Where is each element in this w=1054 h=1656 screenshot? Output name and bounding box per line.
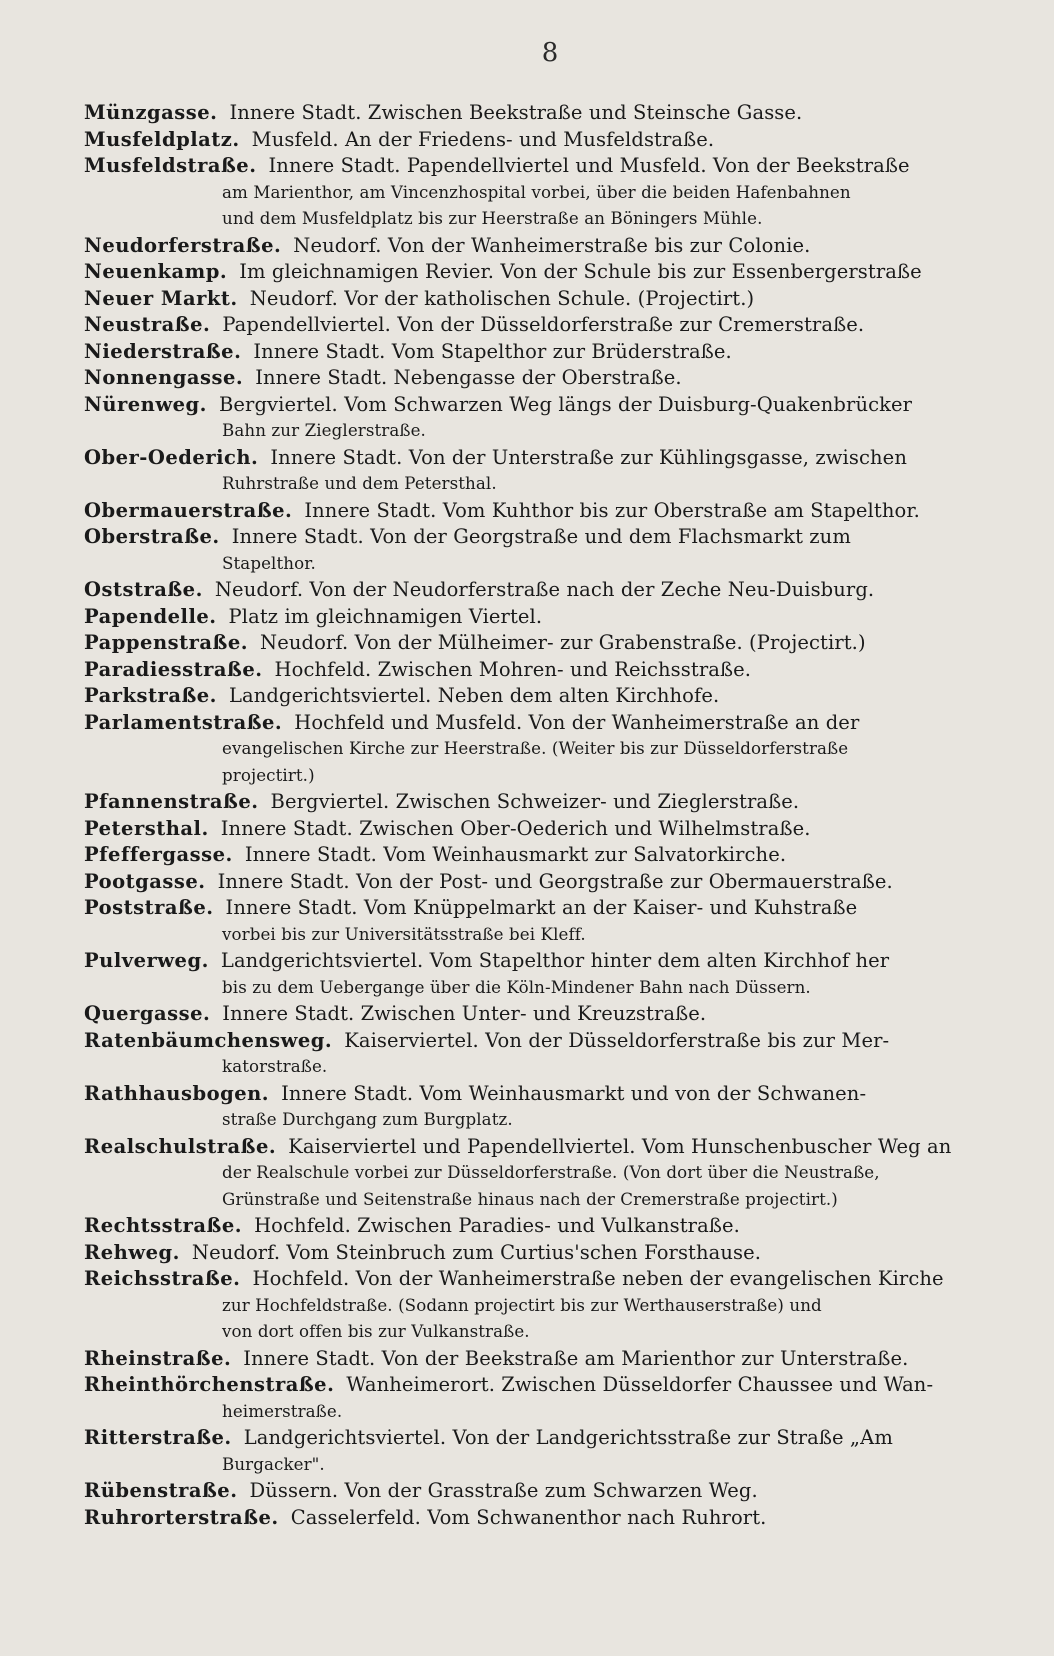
entry-description: Hochfeld. Von der Wanheimerstraße neben der evangelischen Kirche	[252, 1267, 944, 1290]
entry-description: Neudorf. Von der Neudorferstraße nach der Zeche Neu-Duisburg.	[214, 578, 875, 601]
street-name: Nürenweg.	[84, 392, 207, 416]
entry-description: Landgerichtsviertel. Neben dem alten Kirchhofe.	[228, 684, 720, 707]
directory-entry	[84, 339, 1034, 366]
entry-first-line	[84, 577, 1034, 604]
directory-entry	[84, 869, 1034, 896]
entry-description: Papendellviertel. Von der Düsseldorferstraße zur Cremerstraße.	[222, 313, 865, 336]
street-name: Pulverweg.	[84, 949, 209, 972]
entry-continuation-line	[84, 1160, 1034, 1187]
entry-first-line	[84, 842, 1034, 869]
entry-continuation-line	[84, 975, 1034, 1002]
entry-description: Bergviertel. Zwischen Schweizer- und Zieglerstraße.	[270, 790, 800, 813]
entry-continuation-line	[84, 1054, 1034, 1081]
street-name: Musfeldplatz.	[84, 127, 240, 151]
directory-entry	[84, 524, 1034, 577]
entry-description: Grünstraße und Seitenstraße hinaus nach der Cremerstraße projectirt.)	[222, 1189, 838, 1209]
street-name: Oberstraße.	[84, 525, 220, 548]
entry-first-line	[84, 1372, 1034, 1399]
entry-first-line	[84, 1028, 1034, 1055]
entry-continuation-line	[84, 1452, 1034, 1479]
entry-description: Hochfeld und Musfeld. Von der Wanheimerstraße an der	[294, 710, 860, 734]
entry-description: Neudorf. Vor der katholischen Schule. (Projectirt.)	[249, 286, 755, 310]
page-number: 8	[541, 38, 559, 68]
street-name: Poststraße.	[84, 896, 214, 919]
entry-first-line	[84, 445, 1034, 472]
entry-description: Casselerfeld. Vom Schwanenthor nach Ruhrort.	[290, 1505, 767, 1529]
street-name: Neuer Markt.	[84, 286, 238, 310]
street-name: Musfeldstraße.	[84, 154, 257, 177]
entry-description: Ruhrstraße und dem Petersthal.	[222, 474, 497, 493]
entry-description: Bahn zur Zieglerstraße.	[222, 421, 426, 440]
entry-first-line	[84, 524, 1034, 551]
directory-entry	[84, 1213, 1034, 1240]
street-name: Paradiesstraße.	[84, 657, 263, 681]
entry-first-line	[84, 1134, 1034, 1161]
street-name: Rheinthörchenstraße.	[84, 1373, 335, 1396]
directory-entry	[84, 630, 1034, 657]
entry-description: Neudorf. Vom Steinbruch zum Curtius'schen Forsthause.	[191, 1240, 762, 1264]
entry-first-line	[84, 1505, 1034, 1532]
entry-description: Innere Stadt. Zwischen Beekstraße und Steinsche Gasse.	[229, 101, 803, 124]
directory-entry	[84, 948, 1034, 1001]
entry-first-line	[84, 365, 1034, 392]
street-name: Rehweg.	[84, 1240, 180, 1264]
entry-first-line	[84, 1478, 1034, 1505]
entry-description: Bergviertel. Vom Schwarzen Weg längs der Duisburg-Quakenbrücker	[218, 392, 913, 416]
entry-first-line	[84, 127, 1034, 154]
entry-description: heimerstraße.	[222, 1401, 343, 1421]
entry-description: Musfeld. An der Friedens- und Musfeldstraße.	[251, 127, 715, 151]
entry-first-line	[84, 1425, 1034, 1452]
street-name: Pfeffergasse.	[84, 843, 233, 866]
entry-first-line	[84, 153, 1034, 180]
entry-first-line	[84, 948, 1034, 975]
entry-continuation-line	[84, 1293, 1034, 1320]
directory-entry	[84, 1478, 1034, 1505]
entry-first-line	[84, 1346, 1034, 1373]
street-name: Pappenstraße.	[84, 631, 249, 654]
street-directory-list	[84, 100, 1034, 1531]
entry-continuation-line	[84, 1319, 1034, 1346]
entry-first-line	[84, 869, 1034, 896]
directory-entry	[84, 392, 1034, 445]
directory-entry	[84, 710, 1034, 790]
entry-continuation-line	[84, 1399, 1034, 1426]
entry-description: der Realschule vorbei zur Düsseldorferstraße. (Von dort über die Neustraße,	[222, 1163, 880, 1182]
entry-first-line	[84, 630, 1034, 657]
entry-first-line	[84, 498, 1034, 525]
directory-entry	[84, 842, 1034, 869]
entry-first-line	[84, 1266, 1034, 1293]
entry-description: projectirt.)	[222, 765, 315, 785]
street-name: Ober-Oederich.	[84, 445, 259, 469]
entry-first-line	[84, 1240, 1034, 1267]
entry-description: Hochfeld. Zwischen Paradies- und Vulkanstraße.	[254, 1214, 740, 1237]
entry-description: Neudorf. Von der Wanheimerstraße bis zur Colonie.	[293, 233, 811, 257]
entry-description: Düssern. Von der Grasstraße zum Schwarzen Weg.	[249, 1479, 758, 1502]
directory-entry	[84, 1134, 1034, 1214]
directory-entry	[84, 1028, 1034, 1081]
entry-first-line	[84, 339, 1034, 366]
street-name: Quergasse.	[84, 1002, 211, 1025]
entry-continuation-line	[84, 1107, 1034, 1134]
entry-first-line	[84, 789, 1034, 816]
street-name: Papendelle.	[84, 604, 217, 628]
directory-entry	[84, 1346, 1034, 1373]
street-name: Nonnengasse.	[84, 366, 244, 389]
directory-entry	[84, 127, 1034, 154]
entry-description: Kaiserviertel. Von der Düsseldorferstraße bis zur Mer-	[344, 1028, 890, 1052]
street-name: Oststraße.	[84, 578, 203, 601]
entry-continuation-line	[84, 922, 1034, 949]
directory-entry	[84, 1505, 1034, 1532]
entry-description: Innere Stadt. Zwischen Ober-Oederich und Wilhelmstraße.	[220, 816, 811, 840]
entry-first-line	[84, 1001, 1034, 1028]
directory-entry	[84, 1001, 1034, 1028]
entry-first-line	[84, 1213, 1034, 1240]
entry-first-line	[84, 312, 1034, 339]
directory-entry	[84, 789, 1034, 816]
entry-description: Innere Stadt. Papendellviertel und Musfeld. Von der Beekstraße	[268, 154, 910, 177]
directory-entry	[84, 604, 1034, 631]
street-name: Rechtsstraße.	[84, 1214, 243, 1237]
entry-description: Burgacker".	[222, 1454, 325, 1474]
entry-first-line	[84, 392, 1034, 419]
street-name: Münzgasse.	[84, 101, 218, 124]
entry-description: Neudorf. Von der Mülheimer- zur Grabenstraße. (Projectirt.)	[260, 631, 866, 654]
directory-entry	[84, 577, 1034, 604]
entry-description: Innere Stadt. Vom Weinhausmarkt und von der Schwanen-	[281, 1081, 867, 1105]
entry-description: Innere Stadt. Vom Weinhausmarkt zur Salvatorkirche.	[244, 843, 787, 866]
directory-entry	[84, 1266, 1034, 1346]
entry-continuation-line	[84, 471, 1034, 498]
directory-entry	[84, 153, 1034, 233]
entry-description: am Marienthor, am Vincenzhospital vorbei, über die beiden Hafenbahnen	[222, 182, 851, 202]
street-name: Pootgasse.	[84, 869, 206, 893]
street-name: Neuenkamp.	[84, 260, 228, 283]
entry-first-line	[84, 683, 1034, 710]
directory-entry	[84, 657, 1034, 684]
entry-continuation-line	[84, 551, 1034, 578]
entry-first-line	[84, 816, 1034, 843]
directory-entry	[84, 259, 1034, 286]
street-name: Ratenbäumchensweg.	[84, 1028, 333, 1052]
entry-first-line	[84, 710, 1034, 737]
entry-description: Innere Stadt. Von der Beekstraße am Marienthor zur Unterstraße.	[243, 1346, 909, 1370]
directory-entry	[84, 1425, 1034, 1478]
entry-description: Platz im gleichnamigen Viertel.	[228, 604, 543, 628]
entry-description: bis zu dem Uebergange über die Köln-Mindener Bahn nach Düssern.	[222, 977, 811, 997]
street-name: Petersthal.	[84, 816, 209, 840]
entry-description: Innere Stadt. Vom Kuhthor bis zur Oberstraße am Stapelthor.	[304, 498, 920, 522]
entry-description: vorbei bis zur Universitätsstraße bei Kleff.	[222, 924, 586, 944]
entry-continuation-line	[84, 736, 1034, 763]
entry-continuation-line	[84, 1187, 1034, 1214]
entry-description: Im gleichnamigen Revier. Von der Schule bis zur Essenbergerstraße	[239, 260, 922, 283]
street-name: Ruhrorterstraße.	[84, 1505, 279, 1529]
entry-first-line	[84, 1081, 1034, 1108]
street-name: Parlamentstraße.	[84, 710, 283, 734]
directory-entry	[84, 312, 1034, 339]
entry-description: Landgerichtsviertel. Vom Stapelthor hinter dem alten Kirchhof her	[220, 949, 890, 972]
street-name: Ritterstraße.	[84, 1426, 232, 1449]
entry-description: Innere Stadt. Von der Unterstraße zur Kühlingsgasse, zwischen	[270, 445, 907, 469]
entry-first-line	[84, 657, 1034, 684]
entry-description: Innere Stadt. Vom Stapelthor zur Brüderstraße.	[253, 339, 732, 363]
entry-first-line	[84, 604, 1034, 631]
entry-description: zur Hochfeldstraße. (Sodann projectirt bis zur Werthauserstraße) und	[222, 1295, 822, 1315]
entry-first-line	[84, 286, 1034, 313]
directory-entry	[84, 286, 1034, 313]
entry-continuation-line	[84, 180, 1034, 207]
entry-description: straße Durchgang zum Burgplatz.	[222, 1110, 513, 1129]
directory-entry	[84, 683, 1034, 710]
street-name: Niederstraße.	[84, 339, 242, 363]
directory-entry	[84, 100, 1034, 127]
directory-entry	[84, 445, 1034, 498]
entry-description: Innere Stadt. Nebengasse der Oberstraße.	[255, 366, 682, 389]
directory-entry	[84, 895, 1034, 948]
street-name: Rheinstraße.	[84, 1346, 232, 1370]
entry-description: Wanheimerort. Zwischen Düsseldorfer Chaussee und Wan-	[346, 1373, 934, 1396]
street-name: Neudorferstraße.	[84, 233, 282, 257]
entry-description: Innere Stadt. Vom Knüppelmarkt an der Kaiser- und Kuhstraße	[225, 896, 858, 919]
directory-entry	[84, 233, 1034, 260]
entry-description: Landgerichtsviertel. Von der Landgerichtsstraße zur Straße „Am	[243, 1426, 893, 1449]
street-name: Realschulstraße.	[84, 1134, 277, 1158]
directory-entry	[84, 1240, 1034, 1267]
street-name: Reichsstraße.	[84, 1267, 241, 1290]
street-name: Pfannenstraße.	[84, 790, 259, 813]
entry-description: von dort offen bis zur Vulkanstraße.	[222, 1322, 530, 1341]
entry-description: Innere Stadt. Von der Post- und Georgstraße zur Obermauerstraße.	[217, 869, 893, 893]
directory-entry	[84, 1081, 1034, 1134]
entry-continuation-line	[84, 418, 1034, 445]
entry-first-line	[84, 259, 1034, 286]
entry-description: Innere Stadt. Von der Georgstraße und dem Flachsmarkt zum	[231, 525, 851, 548]
street-name: Neustraße.	[84, 313, 211, 336]
directory-entry	[84, 365, 1034, 392]
entry-first-line	[84, 895, 1034, 922]
entry-description: Stapelthor.	[222, 553, 316, 573]
entry-first-line	[84, 100, 1034, 127]
street-name: Parkstraße.	[84, 684, 217, 707]
entry-description: Hochfeld. Zwischen Mohren- und Reichsstraße.	[274, 657, 752, 681]
street-name: Rübenstraße.	[84, 1479, 238, 1502]
entry-description: Kaiserviertel und Papendellviertel. Vom Hunschenbuscher Weg an	[288, 1134, 952, 1158]
entry-description: katorstraße.	[222, 1057, 328, 1076]
entry-description: evangelischen Kirche zur Heerstraße. (Weiter bis zur Düsseldorferstraße	[222, 739, 849, 758]
entry-first-line	[84, 233, 1034, 260]
street-name: Obermauerstraße.	[84, 498, 293, 522]
entry-continuation-line	[84, 206, 1034, 233]
entry-continuation-line	[84, 763, 1034, 790]
street-name: Rathhausbogen.	[84, 1081, 270, 1105]
entry-description: Innere Stadt. Zwischen Unter- und Kreuzstraße.	[222, 1002, 707, 1025]
directory-entry	[84, 816, 1034, 843]
entry-description: und dem Musfeldplatz bis zur Heerstraße an Böningers Mühle.	[222, 209, 763, 228]
directory-entry	[84, 498, 1034, 525]
directory-entry	[84, 1372, 1034, 1425]
